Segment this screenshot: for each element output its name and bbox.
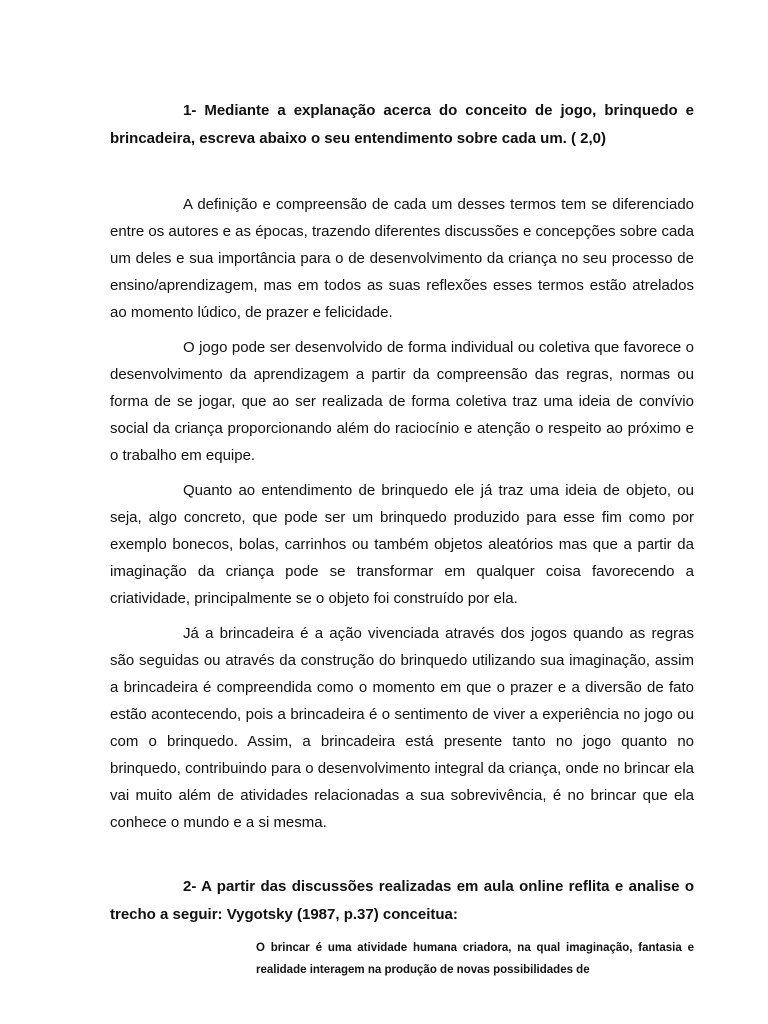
- answer-paragraph-4: Já a brincadeira é a ação vivenciada através dos jogos quando as regras são seguidas ou através da construção do brinquedo utilizando sua imaginação, assim a brincadeira é compreendida como o momento em que o prazer e a diversão de fato estão acontecendo, pois a brincadeira é o sentimento de viver a experiência no jogo ou com o brinquedo. Assim, a brincadeira está presente tanto no jogo quanto no brinquedo, contribuindo para o desenvolvimento integral da criança, onde no brincar ela vai muito além de atividades relacionadas a sua sobrevivência, é no brincar que ela conhece o mundo e a si mesma.: [110, 625, 694, 831]
- answer-paragraph-3: Quanto ao entendimento de brinquedo ele já traz uma ideia de objeto, ou seja, algo concreto, que pode ser um brinquedo produzido para esse fim como por exemplo bonecos, bolas, carrinhos ou também objetos aleatórios mas que a partir da imaginação da criança pode se transformar em qualquer coisa favorecendo a criatividade, principalmente se o objeto foi construído por ela.: [110, 482, 694, 607]
- document-page: [110, 97, 694, 981]
- answer-paragraph-2: O jogo pode ser desenvolvido de forma individual ou coletiva que favorece o desenvolvimento da aprendizagem a partir da compreensão das regras, normas ou forma de se jogar, que ao ser realizada de forma coletiva traz uma ideia de convívio social da criança proporcionando além do raciocínio e atenção o respeito ao próximo e o trabalho em equipe.: [110, 339, 694, 464]
- block-quote: O brincar é uma atividade humana criadora, na qual imaginação, fantasia e realidade interagem na produção de novas possibilidades de: [256, 942, 694, 976]
- question-2: 2- A partir das discussões realizadas em aula online reflita e analise o trecho a seguir: Vygotsky (1987, p.37) conceitua:: [110, 878, 694, 923]
- question-1: 1- Mediante a explanação acerca do conceito de jogo, brinquedo e brincadeira, escreva abaixo o seu entendimento sobre cada um. ( 2,0): [110, 102, 694, 147]
- answer-paragraph-1: A definição e compreensão de cada um desses termos tem se diferenciado entre os autores e as épocas, trazendo diferentes discussões e concepções sobre cada um deles e sua importância para o de desenvolvimento da criança no seu processo de ensino/aprendizagem, mas em todos as suas reflexões esses termos estão atrelados ao momento lúdico, de prazer e felicidade.: [110, 196, 694, 321]
